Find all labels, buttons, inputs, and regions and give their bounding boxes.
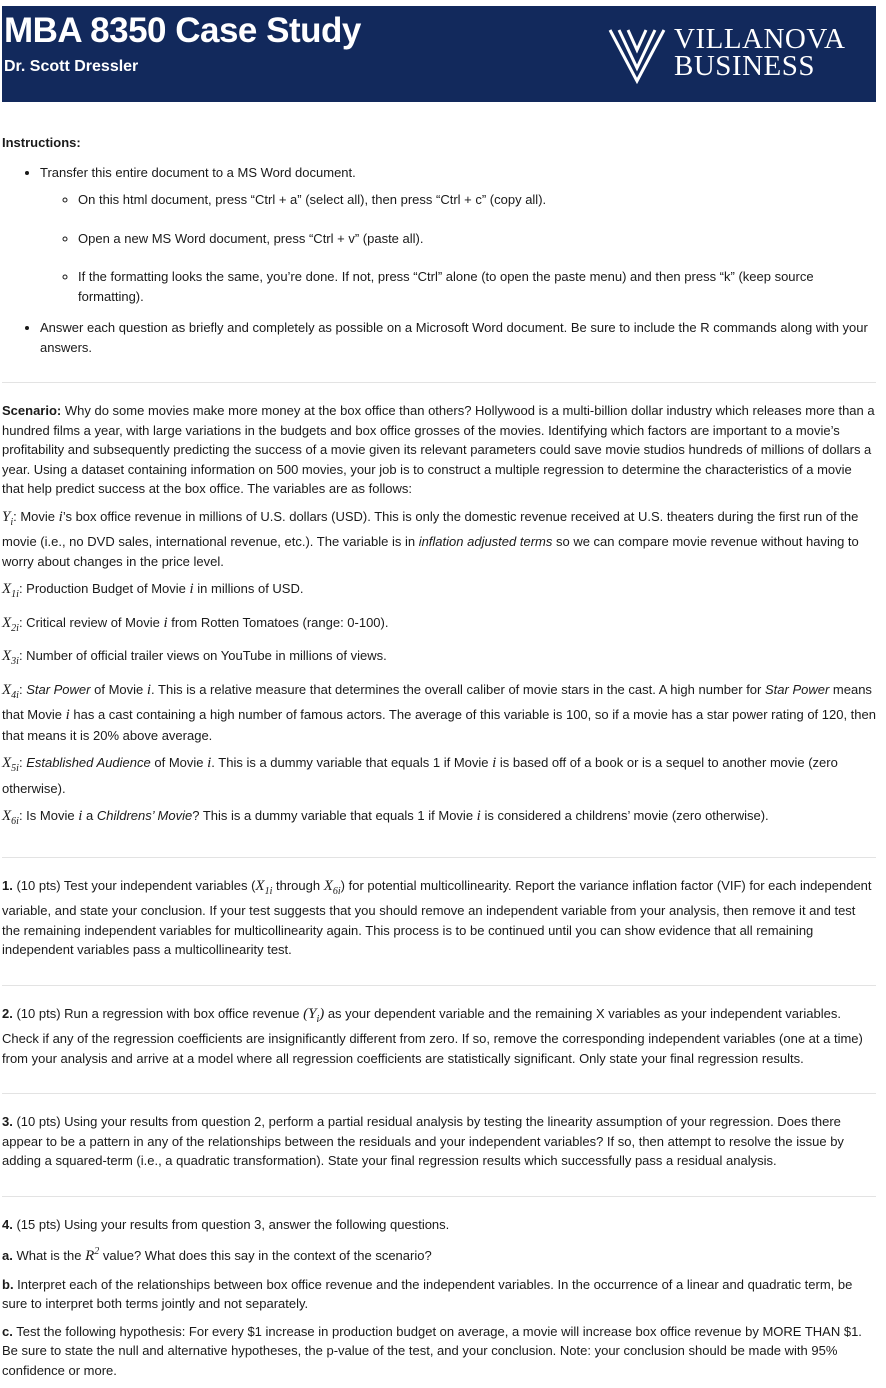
instruction-subitem: ◦ If the formatting looks the same, you’re done. If not, press “Ctrl” alone (to open the paste menu) and then press “k” (keep source formatting).	[78, 267, 876, 306]
instruction-text: Transfer this entire document to a MS Word document.	[40, 164, 356, 180]
question-1: 1. (10 pts) Test your independent variables ($X_{1i}$ through $X_{6i}$) for potential multicollinearity. Report the variance inflation factor (VIF) for each independent variable, and state your conclusion. If your test suggests that you should remove an independent variable from your analysis, then remove it and test the remaining independent variables for multicollinearity again. This process is to be continued until you can show evidence that all remaining independent variables pass a multicollinearity test.	[2, 877, 872, 957]
instructions-heading: Instructions:	[2, 135, 81, 150]
villanova-v-logo-icon	[608, 28, 666, 84]
instruction-item: • Answer each question as briefly and completely as possible on a Microsoft Word document. Be sure to include the R commands along with your answers.	[40, 318, 876, 357]
question-4b: b. Interpret each of the relationships between box office revenue and the independent variables. In the occurrence of a linear and quadratic term, be sure to interpret both terms jointly and not separately.	[2, 1276, 853, 1311]
logo-line-1: VILLANOVA	[674, 23, 846, 55]
divider	[2, 382, 876, 383]
divider	[2, 1196, 876, 1197]
question-4c: c. Test the following hypothesis: For every $1 increase in production budget on average, a movie will increase box office revenue by MORE THAN $1. Be sure to state the null and alternative hypotheses, the p-value of the test, and your conclusion. Note: your conclusion should be made with 95% confidence or more.	[2, 1323, 862, 1378]
question-number: 4.	[2, 1216, 13, 1232]
question-4: 4. (15 pts) Using your results from question 3, answer the following questions.	[2, 1216, 450, 1232]
instructions-list	[2, 163, 876, 358]
question-4a: a. What is the $R^2$ value? What does this say in the context of the scenario?	[2, 1246, 432, 1264]
header-banner	[2, 6, 876, 102]
divider	[2, 985, 876, 986]
variable-y: $Y_i$: Movie i’s box office revenue in millions of U.S. dollars (USD). This is only the domestic revenue received at U.S. theaters during the first run of the movie (i.e., no DVD sales, international revenue, etc.). The variable is in inflation adjusted terms so we can compare movie revenue without having to worry about changes in the price level.	[2, 508, 859, 569]
divider	[2, 1093, 876, 1094]
document-body	[2, 127, 876, 1388]
question-2: 2. (10 pts) Run a regression with box office revenue $(Y_i)$ as your dependent variable and the remaining X variables as your independent variables. Check if any of the regression coefficients are insignificantly different from zero. If so, remove the corresponding independent variables (one at a time) from your analysis and arrive at a model where all regression coefficients are statistically significant. Only state your final regression results.	[2, 1005, 863, 1066]
instruction-sublist	[40, 190, 876, 306]
question-3: 3. (10 pts) Using your results from question 2, perform a partial residual analysis by testing the linearity assumption of your regression. Does there appear to be a pattern in any of the relationships between the residuals and your independent variables? If so, then attempt to resolve the issue by adding a squared-term (i.e., a quadratic transformation). State your final regression results which successfully pass a residual analysis.	[2, 1114, 844, 1168]
question-number: 2.	[2, 1005, 13, 1021]
divider	[2, 857, 876, 858]
villanova-logo	[608, 23, 868, 86]
variable-x4: $X_{4i}$: Star Power of Movie i. This is a relative measure that determines the overall caliber of movie stars in the cast. A high number for Star Power means that Movie i has a cast containing a high number of famous actors. The average of this variable is 100, so if a movie has a star power rating of 120, then that means it is 20% above average.	[2, 681, 876, 743]
question-number: 1.	[2, 877, 13, 893]
instruction-item	[40, 163, 876, 307]
logo-text	[674, 23, 846, 82]
variable-x5: $X_{5i}$: Established Audience of Movie i. This is a dummy variable that equals 1 if Movie i is based off of a book or is a sequel to another movie (zero otherwise).	[2, 755, 838, 796]
instruction-subitem: ◦ On this html document, press “Ctrl + a” (select all), then press “Ctrl + c” (copy all).	[78, 190, 876, 210]
logo-line-2: BUSINESS	[674, 50, 815, 82]
scenario-label: Scenario:	[2, 403, 62, 418]
instruction-subitem: ◦ Open a new MS Word document, press “Ctrl + v” (paste all).	[78, 229, 876, 249]
variable-x1: $X_{1i}$: Production Budget of Movie i in millions of USD.	[2, 581, 304, 600]
variable-x3: $X_{3i}$: Number of official trailer views on YouTube in millions of views.	[2, 648, 387, 667]
scenario-paragraph: Scenario: Why do some movies make more money at the box office than others? Hollywood is a multi-billion dollar industry which releases more than a hundred films a year, with large variations in the budgets and box office grosses of the movies. Identifying which factors are important to a movie’s profitability and subsequently predicting the success of a movie given its relevant parameters could save movie studios hundreds of millions of dollars a year. Using a dataset containing information on 500 movies, your job is to construct a multiple regression to determine the characteristics of a movie that help predict success at the box office. The variables are as follows:	[2, 403, 875, 496]
variable-x2: $X_{2i}$: Critical review of Movie i from Rotten Tomatoes (range: 0-100).	[2, 614, 389, 634]
page-title: MBA 8350 Case Study	[4, 11, 361, 50]
question-number: 3.	[2, 1114, 13, 1129]
variable-x6: $X_{6i}$: Is Movie i a Childrens’ Movie? This is a dummy variable that equals 1 if Movie i is considered a childrens’ movie (zero otherwise).	[2, 808, 769, 827]
instructor-name: Dr. Scott Dressler	[4, 58, 139, 75]
